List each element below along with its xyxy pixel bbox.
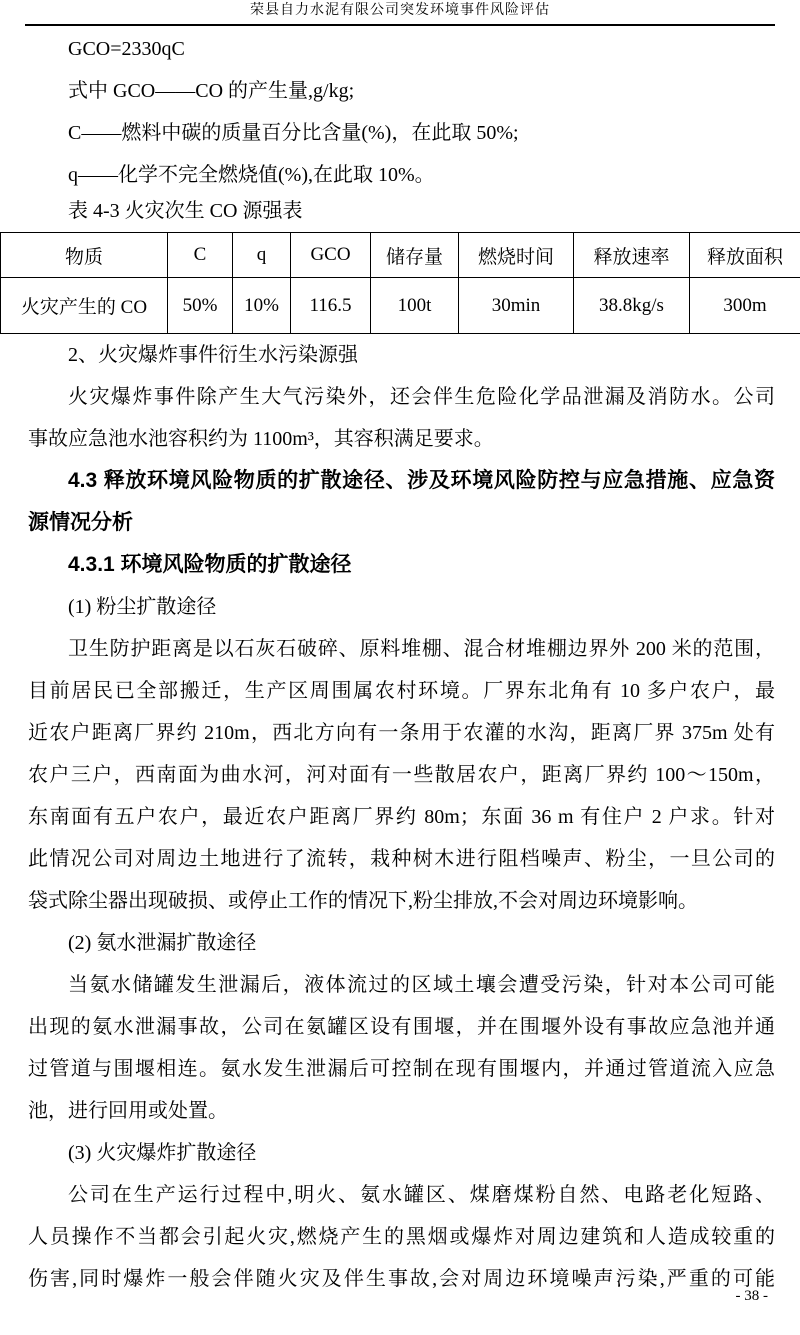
section-heading-4-3: 源情况分析: [28, 511, 133, 534]
body-line: 当氨水储罐发生泄漏后，液体流过的区域土壤会遭受污染，针对本公司可能: [68, 974, 775, 996]
item-heading-1: (1) 粉尘扩散途径: [68, 596, 217, 618]
item-heading-2: (2) 氨水泄漏扩散途径: [68, 932, 257, 954]
table-cell: 10%: [233, 278, 291, 334]
body-line: 目前居民已全部搬迁，生产区周围属农村环境。厂界东北角有 10 多户农户，最: [28, 680, 775, 702]
table-cell: 300m: [690, 278, 800, 334]
body-line: 事故应急池水池容积约为 1100m³，其容积满足要求。: [28, 428, 494, 450]
subsection-title: 2、火灾爆炸事件衍生水污染源强: [68, 344, 358, 366]
body-line: 东南面有五户农户，最近农户距离厂界约 80m；东面 36 m 有住户 2 户求。针对: [28, 806, 775, 828]
body-line: 袋式除尘器出现破损、或停止工作的情况下,粉尘排放,不会对周边环境影响。: [28, 890, 698, 912]
table-cell: 火灾产生的 CO: [1, 278, 168, 334]
table-cell: 50%: [168, 278, 233, 334]
body-line: 人员操作不当都会引起火灾,燃烧产生的黑烟或爆炸对周边建筑和人造成较重的: [28, 1226, 775, 1248]
body-line: 火灾爆炸事件除产生大气污染外，还会伴生危险化学品泄漏及消防水。公司: [68, 386, 775, 408]
item-heading-3: (3) 火灾爆炸扩散途径: [68, 1142, 257, 1164]
table-header-row: [1, 233, 800, 278]
table-cell: 30min: [459, 278, 574, 334]
body-line: 公司在生产运行过程中,明火、氨水罐区、煤磨煤粉自然、电路老化短路、: [68, 1184, 775, 1206]
table-row: [1, 278, 800, 334]
formula-co: GCO=2330qC: [68, 38, 185, 60]
table-title: 表 4-3 火灾次生 CO 源强表: [68, 200, 303, 222]
body-line: 伤害,同时爆炸一般会伴随火灾及伴生事故,会对周边环境噪声污染,严重的可能: [28, 1268, 775, 1290]
table-cell: 100t: [371, 278, 459, 334]
body-line: 过管道与围堰相连。氨水发生泄漏后可控制在现有围堰内，并通过管道流入应急: [28, 1058, 775, 1080]
body-line: 卫生防护距离是以石灰石破碎、原料堆棚、混合材堆棚边界外 200 米的范围，: [68, 638, 775, 660]
body-line: 农户三户，西南面为曲水河，河对面有一些散居农户，距离厂界约 100～150m，: [28, 764, 775, 786]
table-cell: 38.8kg/s: [574, 278, 690, 334]
formula-definition: C——燃料中碳的质量百分比含量(%)，在此取 50%;: [68, 122, 519, 144]
table-header-cell: GCO: [291, 233, 371, 278]
formula-definition: q——化学不完全燃烧值(%),在此取 10%。: [68, 164, 435, 186]
body-line: 出现的氨水泄漏事故，公司在氨罐区设有围堰，并在围堰外设有事故应急池并通: [28, 1016, 775, 1038]
table-header-cell: q: [233, 233, 291, 278]
content: [0, 26, 800, 1300]
table-header-cell: 释放面积: [690, 233, 800, 278]
section-heading-4-3-1: 4.3.1 环境风险物质的扩散途径: [68, 553, 352, 576]
table-cell: 116.5: [291, 278, 371, 334]
table-header-cell: 物质: [1, 233, 168, 278]
table-header-cell: 燃烧时间: [459, 233, 574, 278]
section-heading-4-3: 4.3 释放环境风险物质的扩散途径、涉及环境风险防控与应急措施、应急资: [68, 469, 775, 492]
body-line: 池，进行回用或处置。: [28, 1100, 228, 1122]
page-number: - 38 -: [735, 1288, 768, 1304]
page-header-title: 荣县自力水泥有限公司突发环境事件风险评估: [25, 0, 775, 26]
table-header-cell: 储存量: [371, 233, 459, 278]
table-header-cell: C: [168, 233, 233, 278]
table-header-cell: 释放速率: [574, 233, 690, 278]
formula-definition: 式中 GCO——CO 的产生量,g/kg;: [68, 80, 355, 102]
body-line: 此情况公司对周边土地进行了流转，栽种树木进行阻档噪声、粉尘，一旦公司的: [28, 848, 775, 870]
body-line: 近农户距离厂界约 210m，西北方向有一条用于农灌的水沟，距离厂界 375m 处有: [28, 722, 775, 744]
co-source-strength-table: [0, 232, 800, 334]
